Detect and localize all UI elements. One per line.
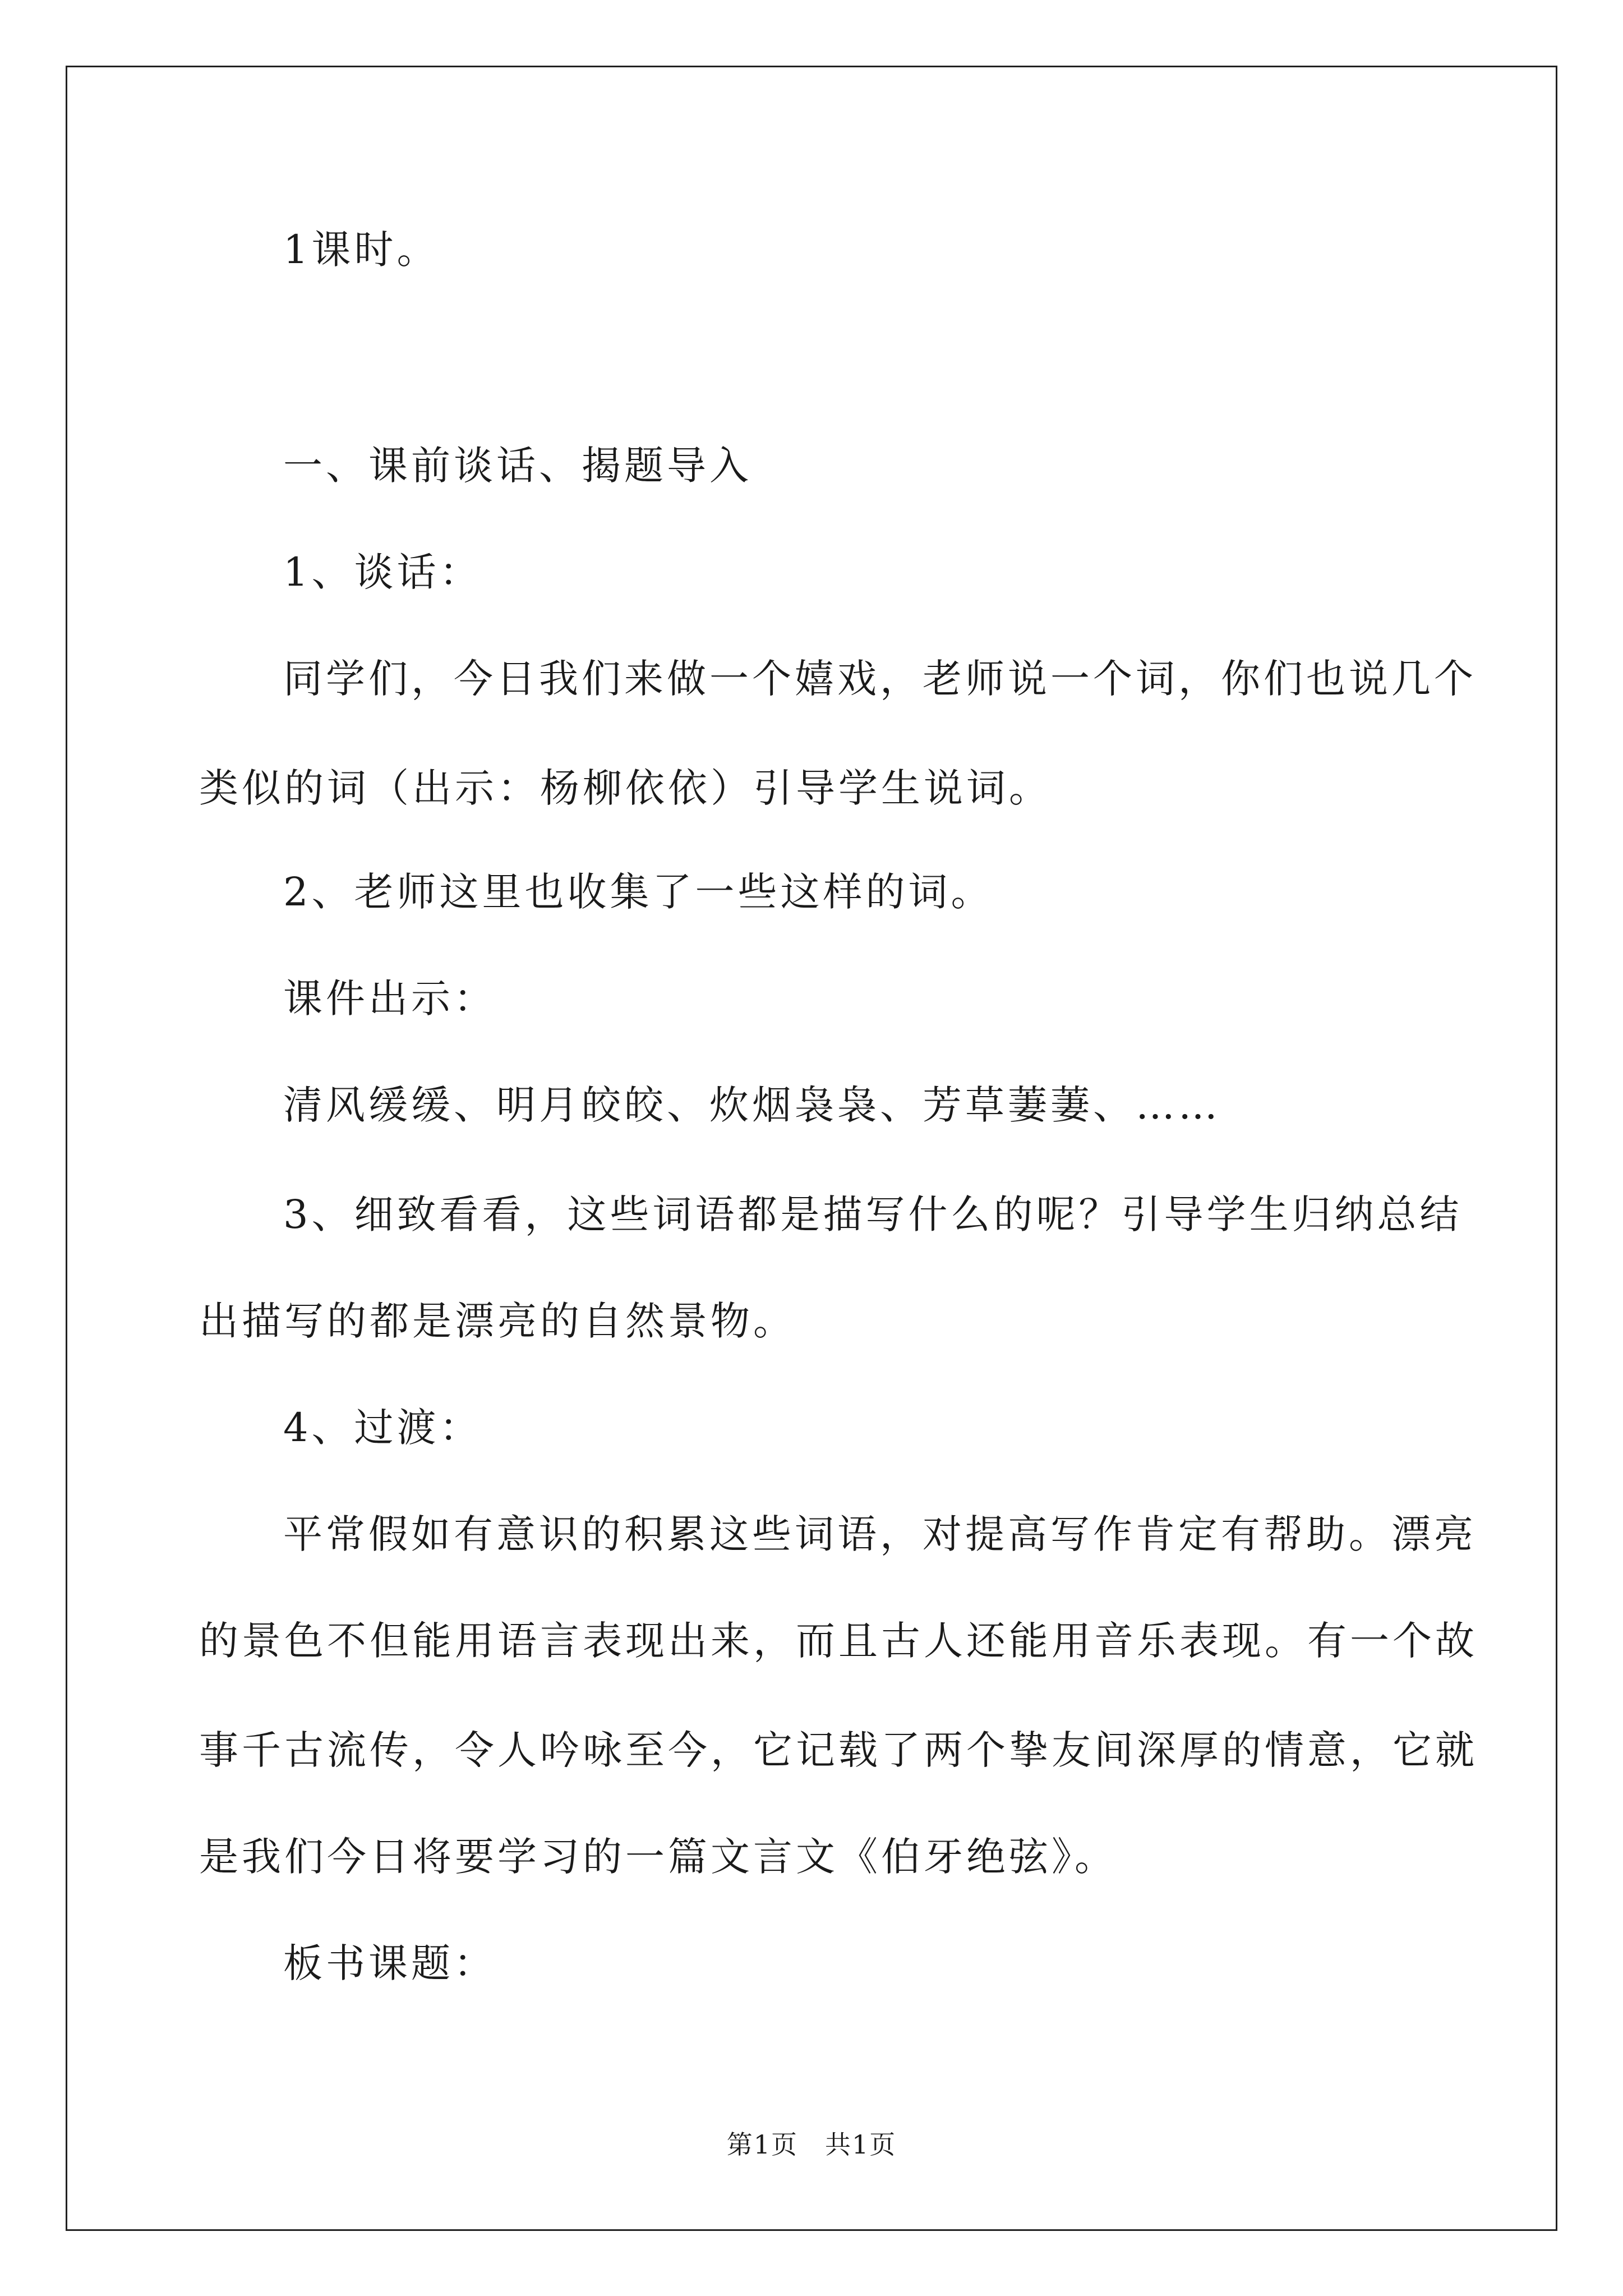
text-line-8: 清风缓缓、明月皎皎、炊烟袅袅、芳草萋萋、…… [283,1082,1221,1128]
section-heading: 一、课前谈话、揭题导入 [283,443,752,489]
text-line-16: 板书课题： [283,1940,496,1986]
text-line-10: 出描写的都是漂亮的自然景物。 [199,1298,796,1344]
page-border [66,66,1557,2231]
text-line-5: 类似的词（出示：杨柳依依）引导学生说词。 [199,765,1052,811]
page-footer: 第1页 共1页 [726,2129,897,2160]
text-line-1: 1课时。 [283,227,440,273]
text-line-6: 2、老师这里也收集了一些这样的词。 [283,869,994,915]
text-line-4: 同学们，今日我们来做一个嬉戏，老师说一个词，你们也说几个 [283,656,1477,702]
text-line-12: 平常假如有意识的积累这些词语，对提高写作肯定有帮助。漂亮 [283,1511,1477,1557]
text-line-3: 1、谈话： [283,549,482,595]
text-line-7: 课件出示： [283,976,496,1022]
text-line-15: 是我们今日将要学习的一篇文言文《伯牙绝弦》。 [199,1834,1117,1880]
text-line-9: 3、细致看看，这些词语都是描写什么的呢？引导学生归纳总结 [283,1191,1463,1237]
text-line-13: 的景色不但能用语言表现出来，而且古人还能用音乐表现。有一个故 [199,1618,1478,1664]
text-line-14: 事千古流传，令人吟咏至今，它记载了两个挚友间深厚的情意，它就 [199,1727,1478,1773]
text-line-11: 4、过渡： [283,1405,482,1451]
